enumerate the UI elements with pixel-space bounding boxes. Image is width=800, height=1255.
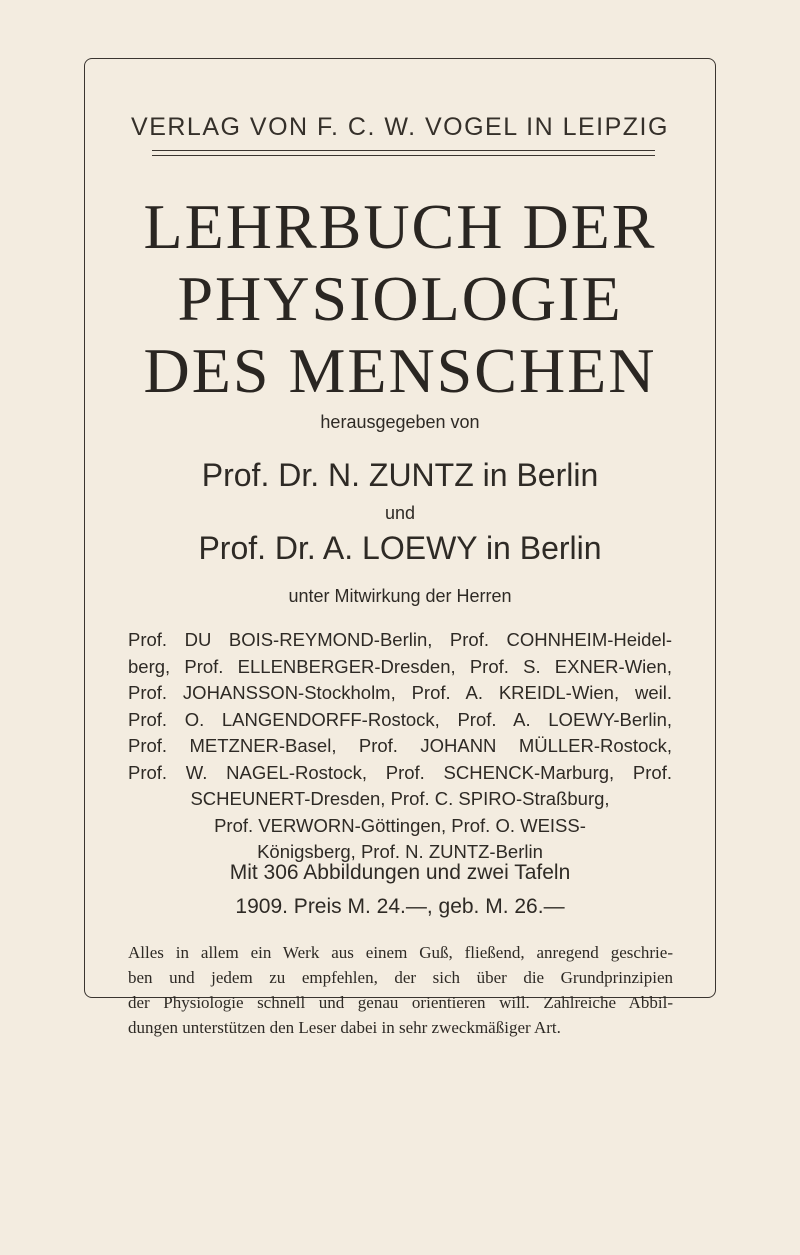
blurb-line: dungen unterstützen den Leser dabei in sehr zweckmäßiger Art. <box>128 1018 561 1037</box>
contributors-line: SCHEUNERT-Dresden, Prof. C. SPIRO-Straßburg, <box>190 788 610 809</box>
contributors-intro: unter Mitwirkung der Herren <box>288 586 512 606</box>
publisher-line: VERLAG VON F. C. W. VOGEL IN LEIPZIG <box>131 113 669 141</box>
review-blurb <box>128 940 673 1040</box>
author-zuntz: Prof. Dr. N. ZUNTZ in Berlin <box>201 457 599 493</box>
blurb-line: der Physiologie schnell und genau orientieren will. Zahlreiche Abbil- <box>128 993 673 1012</box>
contributors-line: Prof. VERWORN-Göttingen, Prof. O. WEISS- <box>214 814 586 836</box>
contributors-line: Königsberg, Prof. N. ZUNTZ-Berlin <box>257 841 543 862</box>
contributors-list <box>128 627 672 866</box>
contributors-line: Prof. METZNER-Basel, Prof. JOHANN MÜLLER-Rostock, <box>128 735 672 756</box>
title-line-1: LEHRBUCH DER <box>143 191 657 262</box>
blurb-line: Alles in allem ein Werk aus einem Guß, fließend, anregend geschrie- <box>128 943 673 962</box>
contributors-line: Prof. JOHANSSON-Stockholm, Prof. A. KREIDL-Wien, weil. <box>128 682 672 703</box>
contributors-line: Prof. O. LANGENDORFF-Rostock, Prof. A. LOEWY-Berlin, <box>128 708 672 730</box>
title-line-2: PHYSIOLOGIE <box>177 263 623 334</box>
blurb-line: ben und jedem zu empfehlen, der sich über die Grundprinzipien <box>128 968 673 987</box>
contributors-line: Prof. DU BOIS-REYMOND-Berlin, Prof. COHNHEIM-Heidel- <box>128 629 672 650</box>
contributors-line: berg, Prof. ELLENBERGER-Dresden, Prof. S. EXNER-Wien, <box>128 655 672 677</box>
illustrations-note: Mit 306 Abbildungen und zwei Tafeln <box>229 861 571 884</box>
price-line: 1909. Preis M. 24.—, geb. M. 26.— <box>235 895 565 918</box>
title-line-3: DES MENSCHEN <box>143 335 657 406</box>
author-loewy: Prof. Dr. A. LOEWY in Berlin <box>198 530 602 566</box>
double-rule-divider <box>152 150 655 156</box>
edited-by-label: herausgegeben von <box>320 412 480 432</box>
contributors-line: Prof. W. NAGEL-Rostock, Prof. SCHENCK-Marburg, Prof. <box>128 761 672 783</box>
conjunction-und: und <box>384 503 416 523</box>
